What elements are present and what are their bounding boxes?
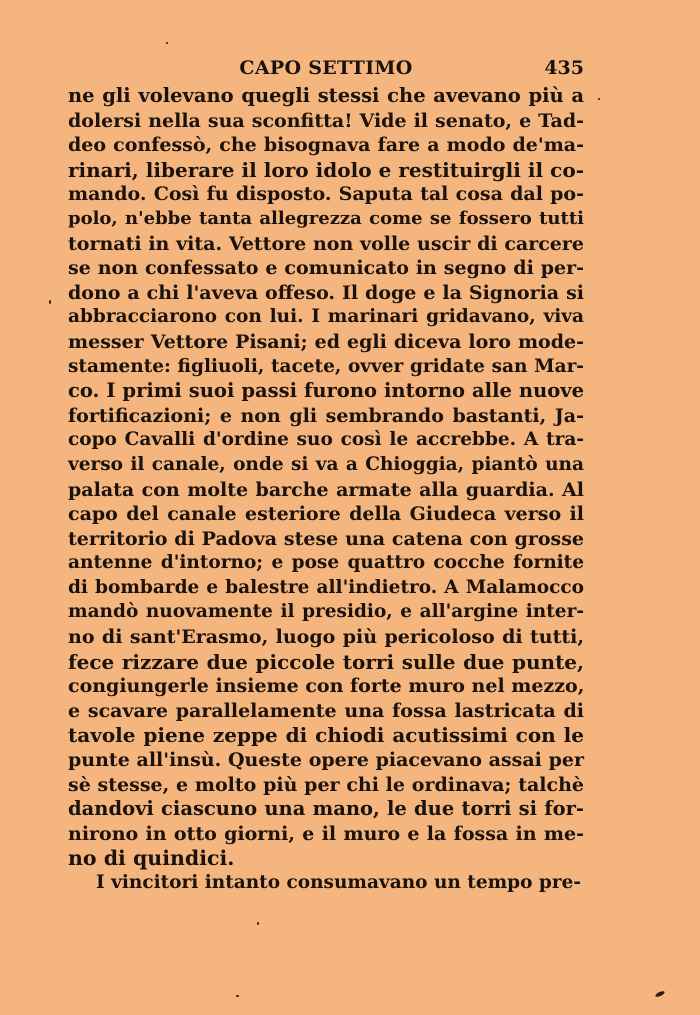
text-line-29: sè stesse, e molto più per chi le ordinava; talchè [68, 773, 584, 796]
text-line-26: e scavare parallelamente una fossa lastricata di [68, 699, 584, 722]
ink-speck [655, 990, 666, 998]
text-line-24: fece rizzare due piccole torri sulle due punte, [68, 649, 584, 674]
chapter-title: CAPO SETTIMO [239, 57, 413, 79]
ink-speck [598, 98, 600, 100]
text-line-33: I vincitori intanto consumavano un tempo pre- [96, 872, 582, 893]
text-line-21: di bombarde e balestre all'indietro. A Malamocco [68, 576, 584, 598]
text-line-31: nirono in otto giorni, e il muro e la fossa in me- [68, 822, 584, 845]
text-line-22: mandò nuovamente il presidio, e all'argine inter- [68, 601, 584, 623]
text-line-23: no di sant'Erasmo, luogo più pericoloso di tutti, [68, 626, 584, 649]
ink-speck [236, 995, 239, 997]
ink-speck [166, 42, 168, 44]
text-line-30: dandovi ciascuno una mano, le due torri si for- [68, 797, 584, 821]
text-line-7: tornati in vita. Vettore non volle uscir di carcere [68, 232, 584, 255]
text-line-27: tavole piene zeppe di chiodi acutissimi con le [68, 723, 584, 748]
running-head [68, 55, 584, 81]
text-line-11: messer Vettore Pisani; ed egli diceva loro mode- [68, 330, 584, 353]
text-line-1: ne gli volevano quegli stessi che avevano più a [68, 84, 584, 107]
text-line-4: rinari, liberare il loro idolo e restituirgli il co- [68, 157, 584, 182]
text-line-9: dono a chi l'aveva offeso. Il doge e la Signoria si [68, 281, 584, 304]
text-line-12: stamente: figliuoli, tacete, ovver gridate san Mar- [68, 355, 584, 377]
text-line-2: dolersi nella sua sconfitta! Vide il senato, e Tad- [68, 109, 584, 132]
text-line-3: deo confessò, che bisognava fare a modo de'ma- [68, 134, 584, 157]
text-line-13: co. I primi suoi passi furono intorno alle nuove [68, 379, 584, 403]
body-text [68, 84, 584, 896]
text-line-8: se non confessato e comunicato in segno di per- [68, 257, 584, 280]
text-line-6: polo, n'ebbe tanta allegrezza come se fossero tutti [68, 207, 584, 229]
text-line-17: palata con molte barche armate alla guardia. Al [68, 478, 584, 501]
page-number: 435 [544, 57, 584, 79]
text-line-16: verso il canale, onde si va a Chioggia, piantò una [68, 453, 584, 475]
text-line-19: territorio di Padova stese una catena con grosse [68, 527, 584, 550]
text-line-18: capo del canale esteriore della Giudeca verso il [68, 503, 584, 526]
text-line-25: congiungerle insieme con forte muro nel mezzo, [68, 675, 585, 698]
text-line-15: copo Cavalli d'ordine suo così le accrebbe. A tra- [68, 429, 584, 451]
text-line-20: antenne d'intorno; e pose quattro cocche fornite [68, 552, 584, 574]
text-line-10: abbracciarono con lui. I marinari gridavano, viva [68, 306, 584, 328]
ink-speck [257, 922, 259, 925]
ink-speck [49, 300, 51, 304]
text-line-28: punte all'insù. Queste opere piacevano assai per [68, 749, 584, 772]
text-line-32: no di quindici. [68, 846, 235, 871]
text-line-14: fortificazioni; e non gli sembrando bastanti, Ja- [68, 404, 584, 427]
text-line-5: mando. Così fu disposto. Saputa tal cosa dal po- [68, 183, 584, 206]
